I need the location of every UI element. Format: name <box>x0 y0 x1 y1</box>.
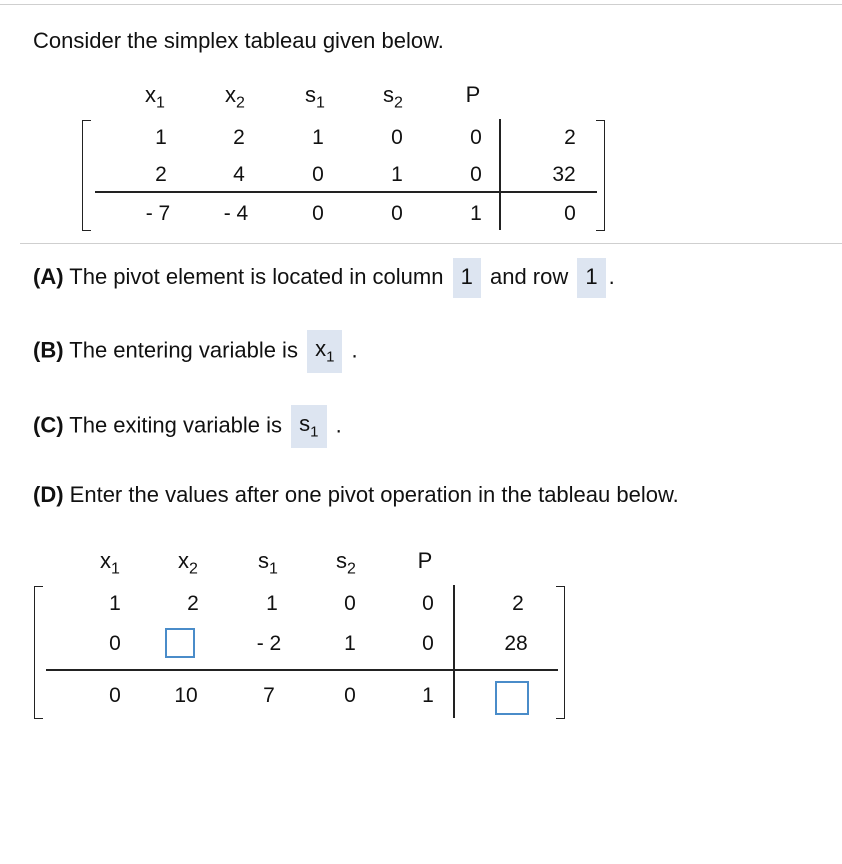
question-a-label: (A) <box>33 263 64 289</box>
header-p: P <box>417 548 433 573</box>
t2-cell: 2 <box>512 592 524 615</box>
question-b <box>33 330 358 373</box>
t1-cell: 1 <box>470 202 482 225</box>
t2-cell: - 2 <box>256 632 282 655</box>
header-p: P <box>465 82 481 107</box>
t1-cell: 2 <box>233 126 245 149</box>
t1-cell: 1 <box>312 126 324 149</box>
entering-variable-field[interactable] <box>307 330 342 373</box>
tableau-1-objective-divider <box>95 191 597 193</box>
header-x1: $x_1$ <box>145 82 165 112</box>
t1-cell: 0 <box>470 163 482 186</box>
t2-cell: 0 <box>344 592 356 615</box>
question-a <box>33 258 615 298</box>
question-d-text: Enter the values after one pivot operation in the tableau below. <box>69 482 679 507</box>
t2-cell: 2 <box>187 592 199 615</box>
tableau-1-rhs-divider <box>499 119 501 230</box>
t2-cell: 1 <box>266 592 278 615</box>
question-b-label: (B) <box>33 337 64 363</box>
question-d-label: (D) <box>33 482 64 507</box>
question-a-text-middle: and row <box>489 263 569 289</box>
t2-cell: 0 <box>109 632 121 655</box>
tableau-1-right-bracket <box>596 120 605 231</box>
t2-cell: 0 <box>422 592 434 615</box>
question-a-text: The pivot element is located in column <box>69 263 444 289</box>
header-s1: $s_1$ <box>305 82 325 112</box>
t2-cell: 10 <box>174 684 198 707</box>
x2-row2-input[interactable] <box>165 628 195 658</box>
entering-variable-sub: 1 <box>326 348 335 366</box>
section-divider <box>20 243 842 244</box>
t1-cell: 1 <box>391 163 403 186</box>
question-d <box>33 482 679 508</box>
question-c-period: . <box>335 412 342 438</box>
t1-cell: 2 <box>564 126 576 149</box>
top-divider <box>0 4 842 5</box>
tableau-1-left-bracket <box>82 120 91 231</box>
column-answer-field[interactable]: 1 <box>453 258 481 298</box>
t1-cell: 32 <box>552 163 576 186</box>
header-x1: $x_1$ <box>100 548 120 578</box>
tableau-2-objective-divider <box>46 669 558 671</box>
exiting-variable-sub: 1 <box>310 423 319 441</box>
question-b-period: . <box>351 337 358 363</box>
entering-variable-letter: x <box>315 336 327 361</box>
tableau-2-right-bracket <box>556 586 565 719</box>
t1-cell: 0 <box>312 163 324 186</box>
t2-cell: 1 <box>344 632 356 655</box>
t1-cell: - 7 <box>145 202 171 225</box>
t2-cell: 7 <box>263 684 275 707</box>
question-b-text: The entering variable is <box>69 337 298 363</box>
t2-cell: 28 <box>504 632 528 655</box>
question-a-period: . <box>608 263 615 289</box>
header-x2: $x_2$ <box>178 548 198 578</box>
t2-cell: 1 <box>422 684 434 707</box>
tableau-2-left-bracket <box>34 586 43 719</box>
t1-cell: 0 <box>391 202 403 225</box>
t1-cell: - 4 <box>223 202 249 225</box>
t2-cell: 0 <box>422 632 434 655</box>
intro-text: Consider the simplex tableau given below. <box>33 28 444 53</box>
tableau-2-rhs-divider <box>453 585 455 718</box>
t1-cell: 4 <box>233 163 245 186</box>
t1-cell: 0 <box>564 202 576 225</box>
question-c <box>33 405 342 448</box>
t2-cell: 0 <box>109 684 121 707</box>
exiting-variable-letter: s <box>299 411 311 436</box>
t1-cell: 0 <box>312 202 324 225</box>
t1-cell: 0 <box>391 126 403 149</box>
question-c-text: The exiting variable is <box>69 412 283 438</box>
question-c-label: (C) <box>33 412 64 438</box>
header-x2: $x_2$ <box>225 82 245 112</box>
header-s2: $s_2$ <box>336 548 356 578</box>
header-s2: $s_2$ <box>383 82 403 112</box>
header-s1: $s_1$ <box>258 548 278 578</box>
t2-cell: 1 <box>109 592 121 615</box>
rhs-objective-input[interactable] <box>495 681 529 715</box>
exiting-variable-field[interactable] <box>291 405 326 448</box>
t1-cell: 2 <box>155 163 167 186</box>
t2-cell: 0 <box>344 684 356 707</box>
row-answer-field[interactable]: 1 <box>577 258 605 298</box>
t1-cell: 0 <box>470 126 482 149</box>
t1-cell: 1 <box>155 126 167 149</box>
